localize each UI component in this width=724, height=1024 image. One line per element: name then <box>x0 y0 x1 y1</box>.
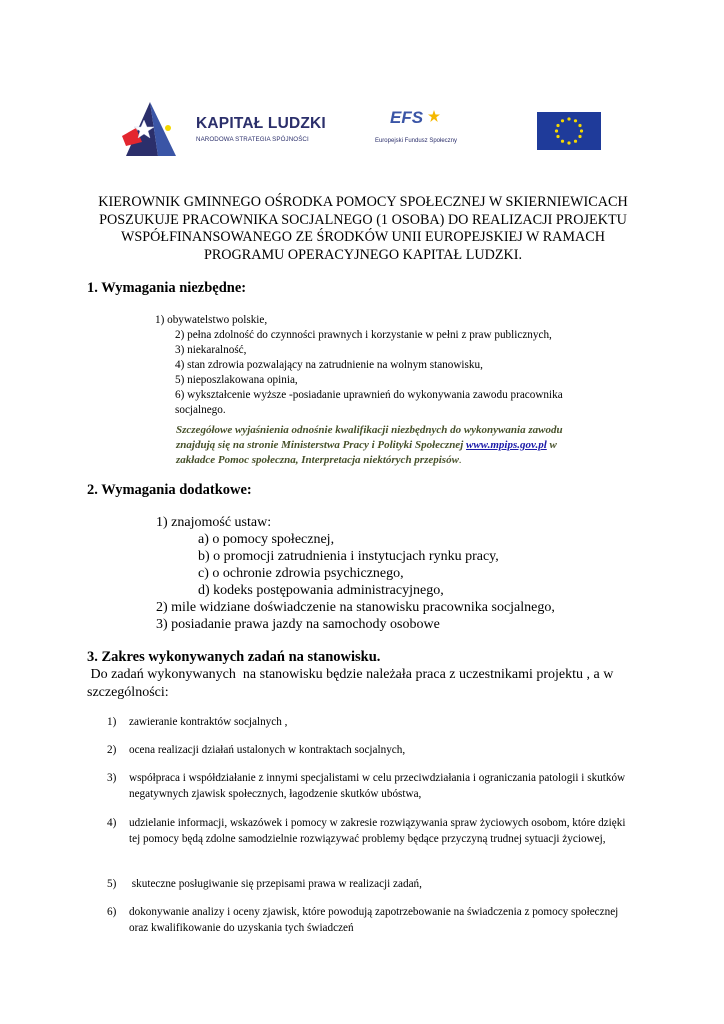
list-item: 1) obywatelstwo polskie, <box>155 314 268 326</box>
list-item: d) kodeks postępowania administracyjnego, <box>198 583 444 598</box>
title-line: POSZUKUJE PRACOWNIKA SOCJALNEGO (1 OSOBA) DO REALIZACJI PROJEKTU <box>99 211 627 228</box>
note-text: zakładce Pomoc społeczna, Interpretacja niektórych przepisów <box>176 454 459 466</box>
note-line <box>176 453 616 468</box>
announcement-title <box>80 194 646 264</box>
list-item-text: zawieranie kontraktów socjalnych , <box>129 716 288 728</box>
title-line: KIEROWNIK GMINNEGO OŚRODKA POMOCY SPOŁECZNEJ W SKIERNIEWICACH <box>98 194 628 210</box>
section-2-heading: 2. Wymagania dodatkowe: <box>87 482 252 498</box>
eu-flag-icon <box>537 112 601 150</box>
list-item-number: 2) <box>107 744 117 756</box>
list-item-text: dokonywanie analizy i oceny zjawisk, które powodują zapotrzebowanie na świadczenia z pomocy społecznej oraz kwalifikowanie do uzyskania tych świadczeń <box>129 906 619 934</box>
intro-line: szczególności: <box>87 684 169 700</box>
efs-logo <box>366 108 466 156</box>
kapital-ludzki-emblem-icon <box>116 98 186 160</box>
list-item-text: skuteczne posługiwanie się przepisami prawa w realizacji zadań, <box>129 878 422 890</box>
section-1-heading: 1. Wymagania niezbędne: <box>87 280 247 296</box>
kapital-ludzki-subtitle: NARODOWA STRATEGIA SPÓJNOŚCI <box>196 136 309 143</box>
list-item-number: 3) <box>107 772 117 784</box>
list-item-number: 4) <box>107 817 117 829</box>
note-text: . <box>458 454 462 466</box>
list-item-number: 6) <box>107 906 117 918</box>
list-item: c) o ochronie zdrowia psychicznego, <box>198 566 404 581</box>
title-line: PROGRAMU OPERACYJNEGO KAPITAŁ LUDZKI. <box>203 246 523 263</box>
list-item-text: współpraca i współdziałanie z innymi specjalistami w celu przeciwdziałania i ograniczania patologii i skutków negatywnych zjawisk społecznych, łagodzenie skutków ubóstwa, <box>129 772 626 800</box>
list-item: 2) mile widziane doświadczenie na stanowisku pracownika socjalnego, <box>156 600 555 615</box>
required-qualifications-list <box>155 313 615 418</box>
note-line <box>176 438 616 453</box>
note-text: znajdują się na stronie Ministerstwa Pracy i Polityki Społecznej <box>176 439 466 451</box>
list-item: 3) niekaralność, <box>175 344 247 356</box>
intro-line: Do zadań wykonywanych na stanowisku będzie należała praca z uczestnikami projektu , a w <box>87 667 614 682</box>
section-3-heading: 3. Zakres wykonywanych zadań na stanowisku. <box>87 649 381 665</box>
list-item: 3) posiadanie prawa jazdy na samochody osobowe <box>156 617 440 632</box>
list-item: b) o promocji zatrudnienia i instytucjach rynku pracy, <box>198 549 499 564</box>
section-3-intro <box>87 666 647 701</box>
note-line: Szczegółowe wyjaśnienia odnośnie kwalifikacji niezbędnych do wykonywania zawodu <box>176 424 563 436</box>
mpips-link[interactable]: www.mpips.gov.pl <box>466 439 547 451</box>
list-item: 5) nieposzlakowana opinia, <box>175 374 298 386</box>
efs-subtitle: Europejski Fundusz Społeczny <box>374 138 458 144</box>
list-item-number: 5) <box>107 878 117 890</box>
note-text: w <box>546 439 557 451</box>
efs-mark: EFS <box>390 108 424 127</box>
list-item: 6) wykształcenie wyższe -posiadanie uprawnień do wykonywania zawodu pracownika <box>175 389 563 401</box>
kapital-ludzki-logo <box>116 98 326 160</box>
list-item-text: ocena realizacji działań ustalonych w kontraktach socjalnych, <box>129 744 406 756</box>
qualifications-note <box>176 423 616 468</box>
list-item: a) o pomocy społecznej, <box>198 532 335 547</box>
efs-star-icon <box>428 110 440 122</box>
list-item: socjalnego. <box>175 404 226 416</box>
list-item: 4) stan zdrowia pozwalający na zatrudnienie na wolnym stanowisku, <box>175 359 483 371</box>
title-line: WSPÓŁFINANSOWANEGO ZE ŚRODKÓW UNII EUROPEJSKIEJ W RAMACH <box>121 229 605 245</box>
kapital-ludzki-title: KAPITAŁ LUDZKI <box>196 115 326 132</box>
list-item: 2) pełna zdolność do czynności prawnych i korzystanie w pełni z praw publicznych, <box>175 329 552 341</box>
list-item-text: udzielanie informacji, wskazówek i pomocy w zakresie rozwiązywania spraw życiowych osobom, które dzięki tej pomocy będą zdolne samodzielnie rozwiązywać problemy będące przyczyną trudnej sytuacji życiowej, <box>129 817 626 845</box>
list-item-number: 1) <box>107 716 117 728</box>
logo-bar <box>86 98 640 160</box>
list-item: 1) znajomość ustaw: <box>156 515 272 530</box>
